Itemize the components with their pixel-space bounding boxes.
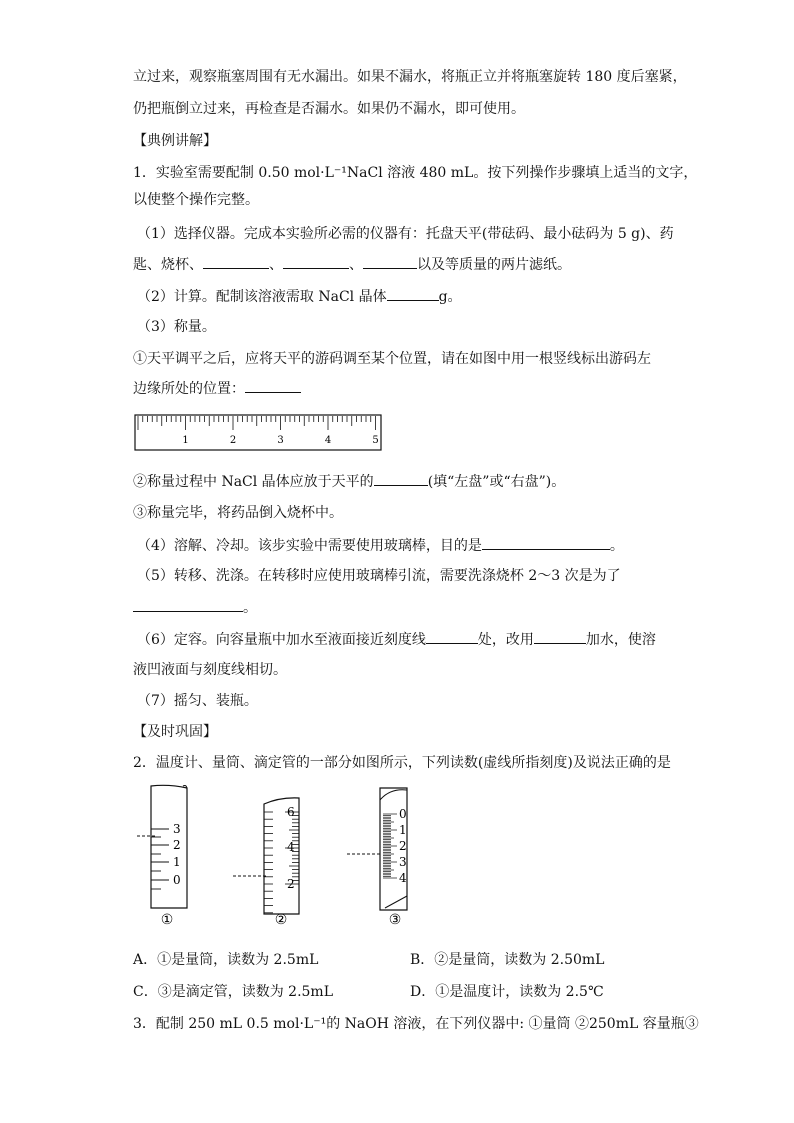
balance-rider-ruler <box>133 412 385 454</box>
q1-step3-3-line: ③称量完毕，将药品倒入烧杯中。 <box>133 505 343 521</box>
instrument-3-label: 3 <box>399 855 407 869</box>
instrument-1-label: 1 <box>173 855 181 869</box>
q1-step6-suffix: 加水，使溶 <box>585 632 656 648</box>
figure-caption-1: ① <box>160 912 174 926</box>
instrument-2 <box>233 798 299 914</box>
instrument-3-labels <box>399 807 407 885</box>
ruler-label: 1 <box>182 435 189 446</box>
ruler-label: 3 <box>277 435 284 446</box>
ruler-label: 2 <box>229 435 237 446</box>
answer-blank[interactable] <box>482 535 610 550</box>
instrument-2-label: 6 <box>287 805 295 819</box>
q1-step6-mid: 处，改用 <box>477 632 534 648</box>
q1-step3-2-prefix: ②称量过程中 NaCl 晶体应放于天平的 <box>133 474 374 490</box>
instrument-1 <box>137 785 187 908</box>
q1-step3-1-text: 边缘所处的位置： <box>133 381 245 397</box>
q1-step3-2-line <box>133 471 565 492</box>
q1-stem-line-2: 以使整个操作完整。 <box>133 192 259 208</box>
instrument-3-label: 2 <box>399 839 407 853</box>
instrument-2-label: 2 <box>287 877 295 891</box>
figure-caption-2: ② <box>274 912 288 926</box>
answer-blank[interactable] <box>374 471 428 486</box>
q2-instrument-figure <box>135 784 435 926</box>
separator: 、 <box>269 257 283 273</box>
q2-option-d[interactable]: D．①是温度计，读数为 2.5℃ <box>410 984 604 1000</box>
answer-blank[interactable] <box>363 254 417 269</box>
answer-blank[interactable] <box>426 629 478 644</box>
q2-stem: 2．温度计、量筒、滴定管的一部分如图所示，下列读数(虚线所指刻度)及说法正确的是 <box>133 755 671 771</box>
answer-blank[interactable] <box>387 286 439 301</box>
q2-option-b[interactable]: B．②是量筒，读数为 2.50mL <box>410 952 605 968</box>
q1-step4-prefix: （4）溶解、冷却。该步实验中需要使用玻璃棒，目的是 <box>137 538 482 554</box>
q1-step3-2-suffix: (填“左盘”或“右盘”)。 <box>427 474 566 490</box>
q1-step2-prefix: （2）计算。配制该溶液需取 NaCl 晶体 <box>137 289 387 305</box>
q1-step5-line-1: （5）转移、洗涤。在转移时应使用玻璃棒引流，需要洗涤烧杯 2～3 次是为了 <box>137 568 621 584</box>
q1-step5-line-2 <box>133 597 257 618</box>
answer-blank[interactable] <box>534 629 586 644</box>
q2-option-c[interactable]: C．③是滴定管，读数为 2.5mL <box>133 984 333 1000</box>
section-heading-example: 【典例讲解】 <box>133 133 217 149</box>
q1-step1-line-1: （1）选择仪器。完成本实验所必需的仪器有：托盘天平(带砝码、最小砝码为 5 g)、药 <box>137 226 674 242</box>
instrument-2-labels <box>287 805 295 891</box>
instrument-1-body <box>151 785 187 908</box>
q1-step1-suffix: 以及等质量的两片滤纸。 <box>417 257 571 273</box>
q1-step6-line-2: 液凹液面与刻度线相切。 <box>133 662 287 678</box>
instrument-3-label: 4 <box>399 871 407 885</box>
answer-blank[interactable] <box>283 254 349 269</box>
q1-step2-line <box>137 286 462 307</box>
figure-caption-3: ③ <box>388 912 402 926</box>
q1-step1-prefix: 匙、烧杯、 <box>133 257 203 273</box>
q1-step6-line-1 <box>137 629 656 650</box>
intro-line-1: 立过来，观察瓶塞周围有无水漏出。如果不漏水，将瓶正立并将瓶塞旋转 180 度后塞紧， <box>133 69 687 85</box>
q1-step3-1-line-1: ①天平调平之后，应将天平的游码调至某个位置，请在如图中用一根竖线标出游码左 <box>133 351 651 367</box>
q3-stem: 3．配制 250 mL 0.5 mol·L⁻¹的 NaOH 溶液，在下列仪器中: ①量筒 ②250mL 容量瓶③ <box>133 1016 699 1032</box>
instrument-1-label: 2 <box>173 838 181 852</box>
instrument-3 <box>347 788 407 910</box>
q1-step4-suffix: 。 <box>609 538 624 554</box>
ruler-frame <box>135 415 381 450</box>
q1-step4-line <box>137 535 624 556</box>
instrument-1-label: 3 <box>173 822 181 836</box>
intro-line-2: 仍把瓶倒立过来，再检查是否漏水。如果仍不漏水，即可使用。 <box>133 101 525 117</box>
instrument-3-label: 0 <box>399 807 407 821</box>
instrument-2-label: 4 <box>287 840 295 854</box>
instrument-1-label: 0 <box>173 873 181 887</box>
q1-step7-line: （7）摇匀、装瓶。 <box>137 693 258 709</box>
q1-step2-suffix: g。 <box>438 289 462 305</box>
answer-blank[interactable] <box>245 378 301 393</box>
q1-step6-prefix: （6）定容。向容量瓶中加水至液面接近刻度线 <box>137 632 426 648</box>
q1-stem-line-1: 1．实验室需要配制 0.50 mol·L⁻¹NaCl 溶液 480 mL。按下列操作步骤填上适当的文字， <box>133 165 698 181</box>
q2-option-a[interactable]: A．①是量筒，读数为 2.5mL <box>133 952 319 968</box>
instrument-3-label: 1 <box>399 823 407 837</box>
ruler-label: 4 <box>324 435 332 446</box>
q1-step5-suffix: 。 <box>243 600 257 616</box>
section-heading-review: 【及时巩固】 <box>133 724 217 740</box>
answer-blank[interactable] <box>133 597 243 612</box>
q1-step3-1-line-2 <box>133 378 301 399</box>
separator: 、 <box>349 257 363 273</box>
q1-step3-line: （3）称量。 <box>137 319 216 335</box>
q1-step1-line-2 <box>133 254 571 275</box>
ruler-label: 5 <box>372 435 379 446</box>
answer-blank[interactable] <box>203 254 269 269</box>
instrument-1-labels <box>173 822 181 887</box>
